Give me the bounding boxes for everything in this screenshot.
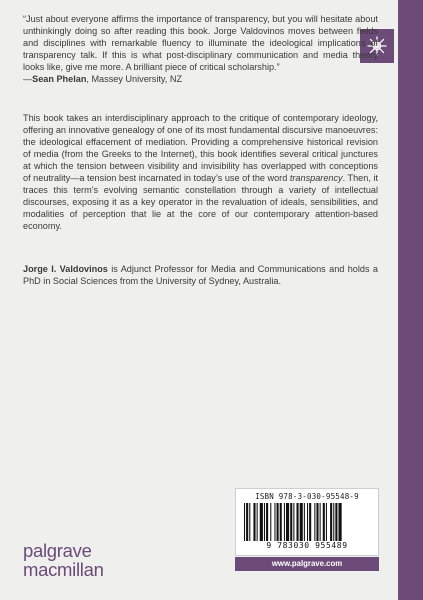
barcode-bar: [244, 503, 245, 541]
barcode-bar: [309, 503, 311, 541]
palgrave-macmillan-logo: [23, 541, 104, 579]
barcode-bar: [274, 503, 275, 541]
quote-attribution: —Sean Phelan, Massey University, NZ: [23, 74, 183, 84]
barcode-bar: [284, 503, 285, 541]
attribution-affiliation: , Massey University, NZ: [86, 74, 183, 84]
barcode-bar: [304, 503, 305, 541]
barcode-bar: [333, 503, 334, 541]
isbn-label: ISBN 978-3-030-95548-9: [255, 492, 359, 501]
author-bio: [23, 263, 378, 287]
endorsement-quote: [23, 13, 378, 85]
quote-text: “Just about everyone affirms the importance of transparency, but you will hesitate about unthinkingly doing so after reading this book. Jorge Valdovinos moves between fields and disciplines with remarkable fluency to illuminate the ideological implications of transparency talk. If this is what post-disciplinary communication and media theory looks like, give me more. A brilliant piece of critical scholarship.”: [23, 14, 378, 72]
barcode-bar: [297, 503, 299, 541]
author-name: Jorge I. Valdovinos: [23, 264, 108, 274]
barcode-bar: [277, 503, 279, 541]
barcode-bar: [323, 503, 325, 541]
barcode-bar: [300, 503, 303, 541]
publisher-url: www.palgrave.com: [235, 557, 379, 571]
barcode-bar: [293, 503, 294, 541]
barcode-bar: [264, 503, 265, 541]
barcode-bar: [266, 503, 268, 541]
barcode-bar: [280, 503, 282, 541]
isbn-barcode: [235, 488, 379, 556]
barcode-bar: [286, 503, 289, 541]
barcode-bar: [330, 503, 332, 541]
barcode-bar: [307, 503, 308, 541]
italic-term: transparency: [289, 173, 343, 183]
barcode-bar: [257, 503, 258, 541]
barcode-bar: [246, 503, 248, 541]
barcode-bar: [290, 503, 292, 541]
logo-line-macmillan: macmillan: [23, 559, 104, 580]
barcode-bar: [339, 503, 342, 541]
barcode-bar: [320, 503, 321, 541]
barcode-bar: [249, 503, 250, 541]
logo-line-palgrave: palgrave: [23, 540, 92, 561]
barcode-bar: [270, 503, 271, 541]
barcode-bar: [326, 503, 327, 541]
barcode-number: 9 783030 955489: [266, 541, 348, 550]
barcode-bar: [316, 503, 318, 541]
barcode-bar: [314, 503, 315, 541]
spine-stripe: [398, 0, 423, 600]
barcode-bar: [260, 503, 263, 541]
author-bio-text: is Adjunct Professor for Media and Communications and holds a PhD in Social Sciences from the University of Sydney, Australia.: [23, 264, 378, 286]
book-description: This book takes an interdisciplinary approach to the critique of contemporary ideology, offering an innovative genealogy of one of its most fundamental discursive manoeuvres: the ideological effacement of mediation. Providing a comprehensive historical revision of media (from the Greeks to the Internet), this book identifies several critical junctures at which the tension between visibility and invisibility has overlapped with conceptions of neutrality—a tension best incarnated in today’s use of the word transparency. Then, it traces this term’s evolving semantic constellation through a variety of intellectual discourses, exposing it as a key operator in the revaluation of ideals, sensibilities, and modalities of perception that lie at the core of our contemporary attention-based economy.: [23, 113, 378, 231]
barcode-bar: [253, 503, 255, 541]
attribution-name: Sean Phelan: [32, 74, 87, 84]
barcode-bars: [242, 503, 372, 541]
barcode-bar: [335, 503, 337, 541]
